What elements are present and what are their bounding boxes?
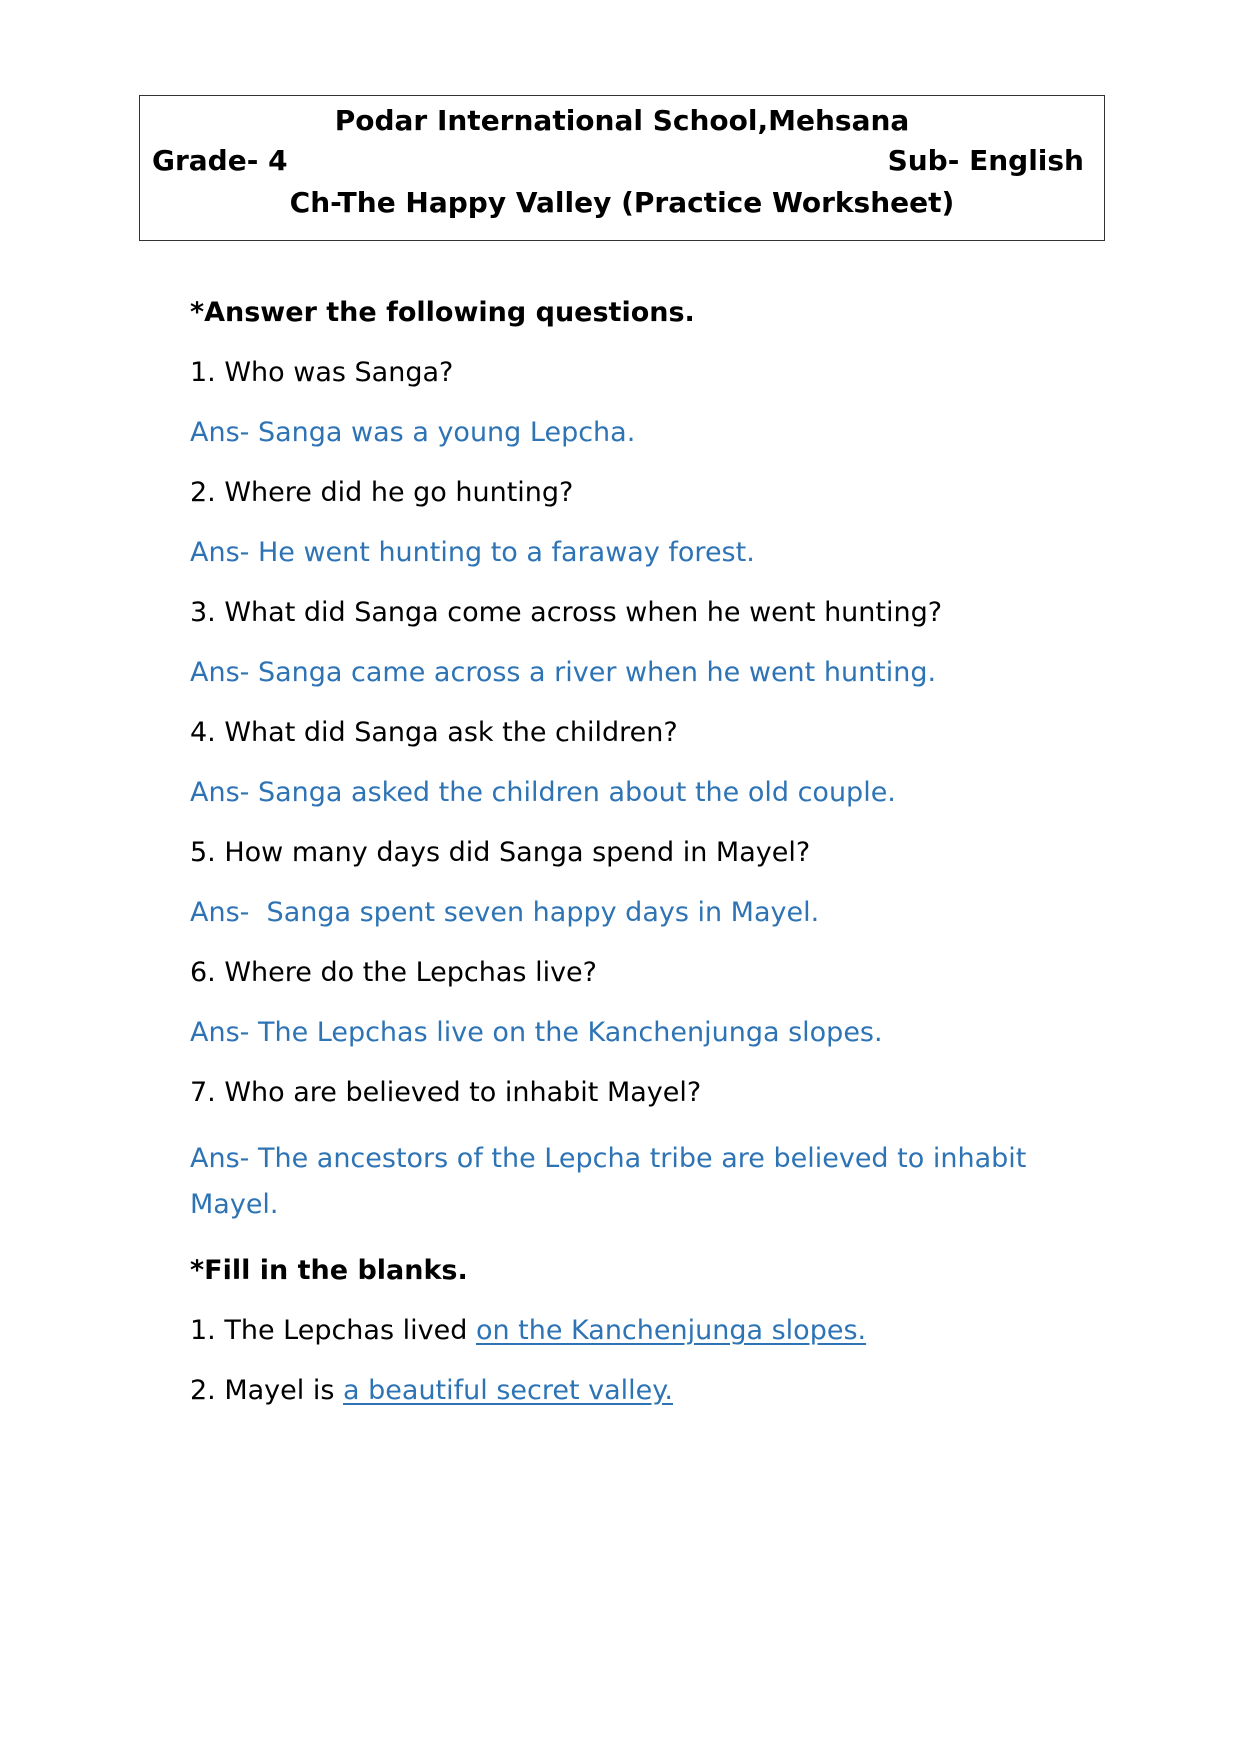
answer-2: Ans- He went hunting to a faraway forest. — [190, 537, 755, 568]
answer-5: Ans- Sanga spent seven happy days in Mayel. — [190, 897, 820, 928]
worksheet-header — [139, 95, 1105, 241]
question-7: 7. Who are believed to inhabit Mayel? — [190, 1077, 702, 1108]
question-6: 6. Where do the Lepchas live? — [190, 957, 597, 988]
grade-label: Grade- 4 — [152, 144, 288, 177]
question-2: 2. Where did he go hunting? — [190, 477, 574, 508]
fill-blank-2-answer: a beautiful secret valley. — [343, 1375, 674, 1406]
school-name: Podar International School,Mehsana — [334, 104, 910, 137]
fill-blank-2 — [190, 1374, 1070, 1408]
answer-4: Ans- Sanga asked the children about the old couple. — [190, 777, 896, 808]
question-5: 5. How many days did Sanga spend in Mayel? — [190, 837, 811, 868]
fill-blank-1 — [190, 1314, 1070, 1348]
section-heading-blanks: *Fill in the blanks. — [190, 1255, 468, 1286]
fill-blank-1-answer: on the Kanchenjunga slopes. — [475, 1315, 867, 1346]
fill-blank-1-prefix: 1. The Lepchas lived — [190, 1315, 476, 1346]
answer-7: Ans- The ancestors of the Lepcha tribe are believed to inhabit Mayel. — [190, 1143, 1027, 1220]
question-3: 3. What did Sanga come across when he went hunting? — [190, 597, 943, 628]
section-heading-questions: *Answer the following questions. — [190, 297, 695, 328]
worksheet-body — [190, 296, 1070, 1408]
answer-6: Ans- The Lepchas live on the Kanchenjunga slopes. — [190, 1017, 883, 1048]
question-1: 1. Who was Sanga? — [190, 357, 454, 388]
subject-label: Sub- English — [887, 144, 1084, 177]
question-4: 4. What did Sanga ask the children? — [190, 717, 678, 748]
chapter-title: Ch-The Happy Valley (Practice Worksheet) — [289, 186, 955, 219]
answer-3: Ans- Sanga came across a river when he went hunting. — [190, 657, 937, 688]
fill-blank-2-prefix: 2. Mayel is — [190, 1375, 344, 1406]
answer-1: Ans- Sanga was a young Lepcha. — [190, 417, 636, 448]
